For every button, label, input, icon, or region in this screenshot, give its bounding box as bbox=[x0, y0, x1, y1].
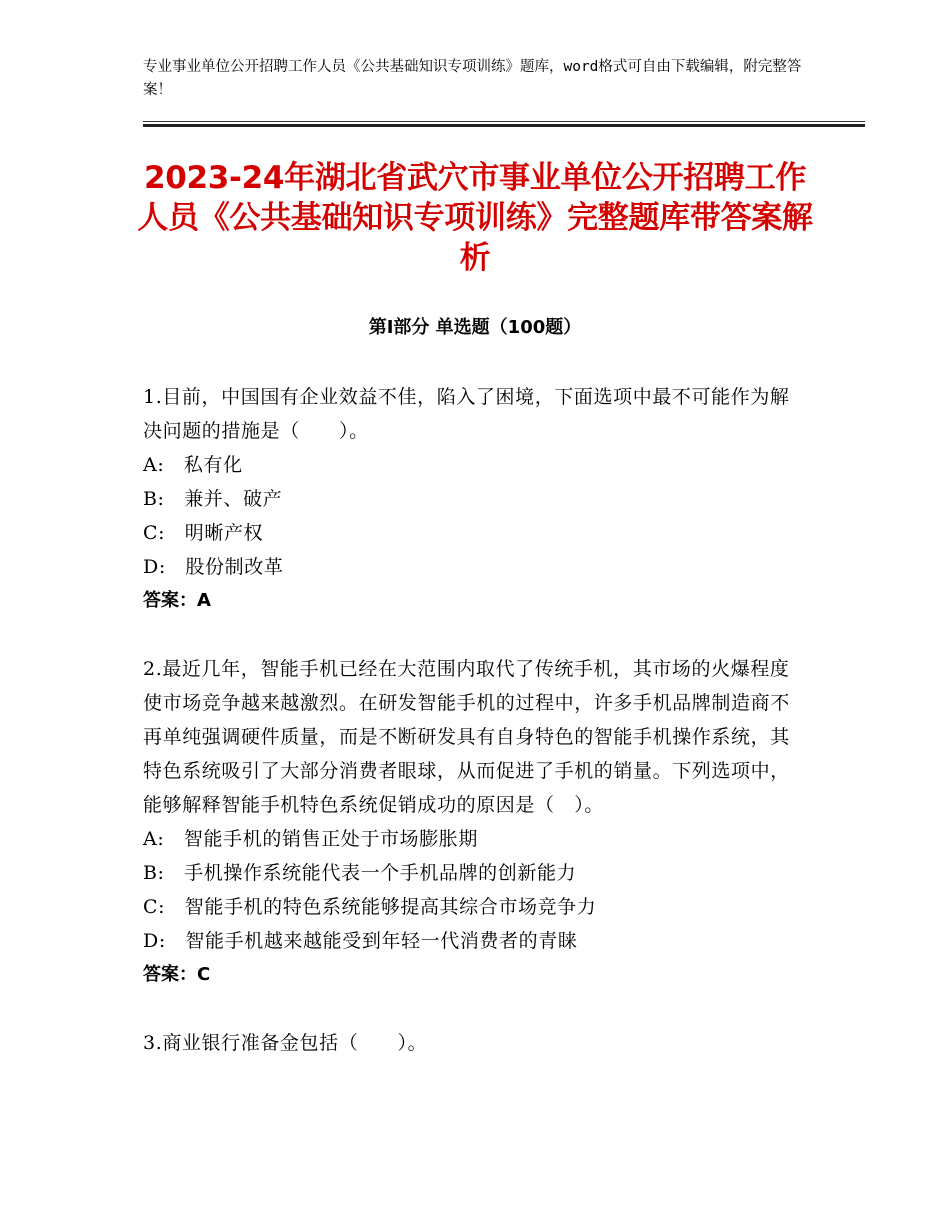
header-note: 专业事业单位公开招聘工作人员《公共基础知识专项训练》题库，word格式可自由下载编辑，附完整答案！ bbox=[143, 59, 802, 98]
option-c: C: 明晰产权 bbox=[143, 522, 264, 544]
answer-line: 答案：C bbox=[143, 964, 211, 985]
section-title: 第Ⅰ部分 单选题（100题） bbox=[368, 317, 582, 338]
header-divider-thin bbox=[143, 121, 865, 122]
question-2 bbox=[143, 652, 808, 992]
document-title: 2023-24年湖北省武穴市事业单位公开招聘工作人员《公共基础知识专项训练》完整题库带答案解析 bbox=[137, 160, 813, 276]
question-spacer bbox=[143, 618, 808, 652]
option-a: A: 智能手机的销售正处于市场膨胀期 bbox=[143, 828, 478, 850]
question-1 bbox=[143, 380, 808, 618]
option-c: C: 智能手机的特色系统能够提高其综合市场竞争力 bbox=[143, 896, 597, 918]
option-d: D: 股份制改革 bbox=[143, 556, 284, 578]
question-stem: 3.商业银行准备金包括（ ）。 bbox=[143, 1032, 428, 1054]
header-divider-thick bbox=[143, 124, 865, 127]
question-stem: 1.目前，中国国有企业效益不佳，陷入了困境，下面选项中最不可能作为解决问题的措施是（ ）。 bbox=[143, 386, 790, 442]
question-3 bbox=[143, 1026, 808, 1060]
option-d: D: 智能手机越来越能受到年轻一代消费者的青睐 bbox=[143, 930, 578, 952]
question-spacer bbox=[143, 992, 808, 1026]
question-list bbox=[143, 380, 808, 1060]
answer-line: 答案：A bbox=[143, 590, 211, 611]
question-stem: 2.最近几年，智能手机已经在大范围内取代了传统手机，其市场的火爆程度使市场竞争越来越激烈。在研发智能手机的过程中，许多手机品牌制造商不再单纯强调硬件质量，而是不断研发具有自身特色的智能手机操作系统，其特色系统吸引了大部分消费者眼球，从而促进了手机的销量。下列选项中，能够解释智能手机特色系统促销成功的原因是（ ）。 bbox=[143, 658, 790, 816]
option-a: A: 私有化 bbox=[143, 454, 243, 476]
option-b: B: 手机操作系统能代表一个手机品牌的创新能力 bbox=[143, 862, 577, 884]
option-b: B: 兼并、破产 bbox=[143, 488, 283, 510]
